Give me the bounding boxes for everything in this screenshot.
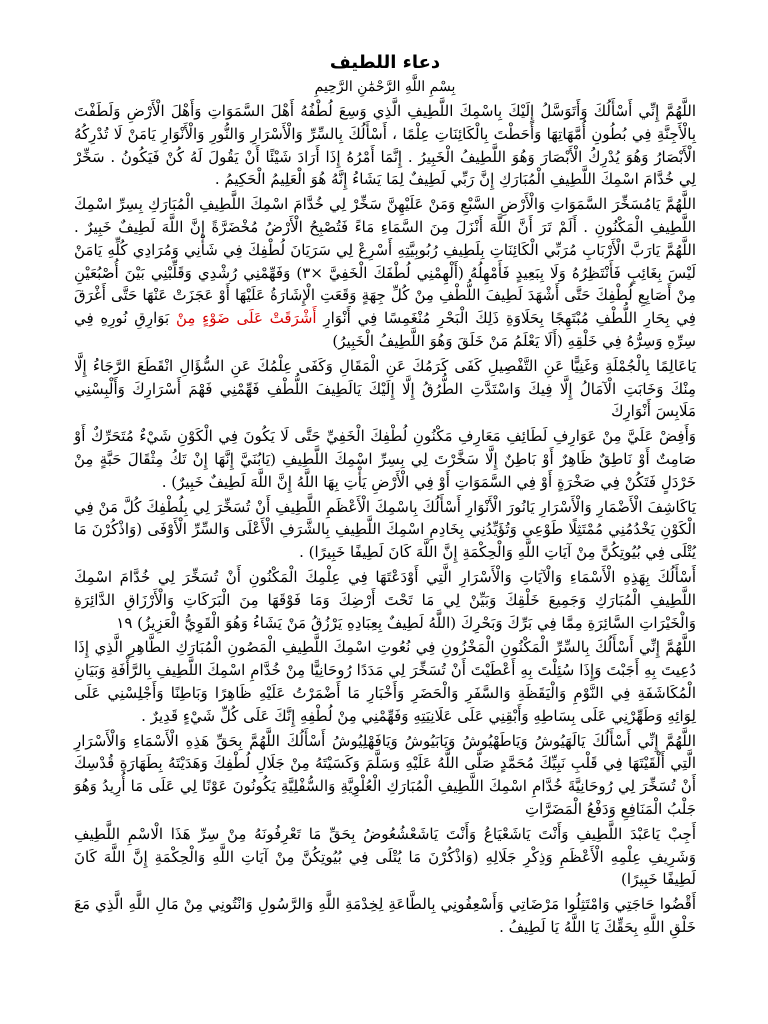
paragraph-text-tail: بَوَارِقِ نُورِهِ فِي سِرِّهِ وَسِرُّهُ فِي خَلْقِهِ (أَلَا يَعْلَمُ مَنْ خَلَقَ وَهُوَ اللَّطِيفُ الْخَبِيرُ)	[74, 309, 696, 350]
highlighted-text: أَشْرَقَتْ عَلَى ضَوْءٍ مِنْ	[175, 309, 317, 328]
paragraph-text: يَاكَاشِفَ الْأَضْمَارِ وَالْأَسْرَارِ يَانُورَ الْأَنْوَارِ أَسْأَلُكَ بِاسْمِكَ الْأَعْظَمِ اللَّطِيفِ أَنْ تُسَخِّرَ لِي بِلُطْفِكَ كُلَّ مَنْ فِي الْكَوْنِ يَخْدُمُنِي مُمْتَثِلًا طَوْعِي وَتُؤَيِّدُنِي بِخَادِمِ اسْمِكَ اللَّطِيفِ بِالشَّرَفِ الْأَعْلَى وَالسِّرِّ الْأَوْفَى (وَاذْكُرْنَ مَا يُتْلَى فِي بُيُوتِكُنَّ مِنْ آيَاتِ اللَّهِ وَالْحِكْمَةِ إِنَّ اللَّهَ كَانَ لَطِيفًا خَبِيرًا) .	[74, 497, 696, 562]
paragraph	[74, 355, 696, 423]
paragraph-text: اللَّهُمَّ إِنِّي أَسْأَلُكَ وَأَتَوَسَّلُ إِلَيْكَ بِاسْمِكَ اللَّطِيفِ الَّذِي وَسِعَ لُطْفُهُ أَهْلَ السَّمَوَاتِ وَأَهْلَ الْأَرْضِ وَلَطَفْتَ بِالْأَجِنَّةِ فِي بُطُونِ أُمَّهَاتِهَا وَأَحَطْتَ بِالْكَائِنَاتِ عِلْمًا ، أَسْأَلُكَ بِالسِّرِّ وَالْأَسْرَارِ وَالنُّورِ وَالْأَنْوَارِ يَامَنْ لَا تُدْرِكُهُ الْأَبْصَارُ وَهُوَ يُدْرِكُ الْأَبْصَارَ وَهُوَ اللَّطِيفُ الْخَبِيرُ . إِنَّمَا أَمْرُهُ إِذَا أَرَادَ شَيْئًا أَنْ يَقُولَ لَهُ كُنْ فَيَكُونُ . سَخِّرْ لِي خُدَّامَ اسْمِكَ اللَّطِيفِ الْمُبَارَكِ إِنَّ رَبِّي لَطِيفٌ لِمَا يَشَاءُ إِنَّهُ هُوَ الْعَلِيمُ الْحَكِيمُ .	[74, 102, 696, 189]
basmala: بِسْمِ اللَّهِ الرَّحْمَٰنِ الرَّحِيمِ	[314, 79, 456, 95]
paragraph	[74, 730, 696, 821]
document-page	[74, 44, 696, 936]
paragraph	[74, 893, 696, 939]
paragraph-text: أَسْأَلُكَ بِهَذِهِ الْأَسْمَاءِ وَالْآيَاتِ وَالْأَسْرَارِ الَّتِي أَوْدَعْتَهَا فِي عِلْمِكَ الْمَكْنُونِ أَنْ تُسَخِّرَ لِي خُدَّامَ اسْمِكَ اللَّطِيفِ الْمُبَارَكِ وَجَمِيعَ خَلْقِكَ وَبَيِّنْ لِي مَا تَحْتَ أَرْضِكَ وَمَا فَوْقَهَا مِنَ الْبَرَكَاتِ وَالْأَرْزَاقِ الدَّائِرَةِ وَالْخَيْرَاتِ السَّائِرَةِ مِمَّا فِي بَرِّكَ وَبَحْرِكَ (اللَّهُ لَطِيفٌ بِعِبَادِهِ يَرْزُقُ مَنْ يَشَاءُ وَهُوَ الْقَوِيُّ الْعَزِيزُ) ١٩	[74, 567, 696, 632]
paragraph-text: أَقْضُوا حَاجَتِي وَامْتَثِلُوا مَرْضَاتِي وَأَسْعِفُونِي بِالطَّاعَةِ لِخِدْمَةِ اللَّهِ وَالرَّسُولِ وَانْتُونِي مِنْ مَالِ اللَّهِ الَّذِي مَعَ خَلْقِ اللَّهِ بِحَقِّكَ يَا اللَّهُ يَا لَطِيفُ .	[74, 895, 696, 936]
paragraph-text: اللَّهُمَّ يَامُسَخِّرَ السَّمَوَاتِ وَالْأَرْضِ السَّبْعِ وَمَنْ عَلَيْهِنَّ سَخِّرْ لِي خُدَّامَ اسْمِكَ اللَّطِيفِ الْمُبَارَكِ بِسِرِّ اسْمِكَ اللَّطِيفِ الْمَكْنُونِ . أَلَمْ تَرَ أَنَّ اللَّهَ أَنْزَلَ مِنَ السَّمَاءِ مَاءً فَتُصْبِحُ الْأَرْضُ مُخْضَرَّةً إِنَّ اللَّهَ لَطِيفٌ خَبِيرٌ . اللَّهُمَّ يَارَبَّ الْأَرْبَابِ مُرَبِّي الْكَائِنَاتِ بِلَطِيفِ رُبُوبِيَّتِهِ أَسْرِعْ لِي سَرَيَانَ لُطْفِكَ فِي شَأْنِي وَمُرَادِي كُلِّهِ يَامَنْ لَيْسَ بِغَائِبٍ فَأَنْتَظِرُهُ وَلَا بِبَعِيدٍ فَأَمْهِلُهُ (أَلْهِمْنِي لُطْفَكَ الْخَفِيَّ ×٣) وَفَهِّمْنِي رُشْدِي وَقَلِّبْنِي بَيْنَ أُصْبُعَيْنِ مِنْ أَصَابِعِ لُطْفِكَ حَتَّى أَشْهَدَ لَطِيفَ اللُّطْفِ مِنْ كُلِّ جِهَةٍ وَقَعَتِ الْإِشَارَةُ عَلَيْهَا أَوْ عَجَزَتْ عَنْهَا حَتَّى أَغْرَقَ فِي بِحَارِ اللُّطْفِ مُبْتَهِجًا بِحَلَاوَةِ ذَلِكَ الْبَحْرِ مُنْغَمِسًا فِي أَنْوَارِ	[74, 195, 696, 328]
paragraph-text: أَجِبْ يَاعَبْدَ اللَّطِيفِ وَأَنْتَ يَاشَعْيَاعُ وَأَنْتَ يَاشَعْشُعُوضُ بِحَقِّ مَا تَعْرِفُونَهُ مِنْ سِرِّ هَذَا الْاسْمِ اللَّطِيفِ وَشَرِيفِ عِلْمِهِ الْأَعْظَمِ وَذِكْرِ جَلَالِهِ (وَاذْكُرْنَ مَا يُتْلَى فِي بُيُوتِكُنَّ مِنْ آيَاتِ اللَّهِ وَالْحِكْمَةِ إِنَّ اللَّهَ كَانَ لَطِيفًا خَبِيرًا)	[74, 824, 696, 889]
paragraph-text: اللَّهُمَّ إِنِّي أَسْأَلُكَ يَالَهَيُوشُ وَيَاطَهْيُوشُ وَيَابَيُوشُ وَيَافَهْلِيُوشُ أَسْأَلُكَ اللَّهُمَّ بِحَقِّ هَذِهِ الْأَسْمَاءِ وَالْأَسْرَارِ الَّتِي أَلْقَيْتَهَا فِي قَلْبِ نَبِيِّكَ مُحَمَّدٍ صَلَّى اللَّهُ عَلَيْهِ وَسَلَّمَ وَكَسَيْتَهُ مِنْ جَلَالِ لُطْفِكَ وَهَدَيْتَهُ بِطَهَارَةِ قُدْسِكَ أَنْ تُسَخِّرَ لِي رُوحَانِيَّةَ خُدَّامِ اسْمِكَ اللَّطِيفِ الْمُبَارَكِ الْعُلْوِيَّةِ وَالسُّفْلِيَّةِ يَكُونُونَ عَوْنًا لِي عَلَى مَا أُرِيدُ وَهُوَ جَلْبُ الْمَنَافِعِ وَدَفْعُ الْمَضَرَّاتِ	[74, 731, 696, 818]
paragraph	[74, 823, 696, 891]
paragraph	[74, 566, 696, 634]
paragraph-text: يَاعَالِمًا بِالْجُمْلَةِ وَغَنِيًّا عَنِ التَّفْصِيلِ كَفَى كَرَمُكَ عَنِ الْمَقَالِ وَكَفَى عِلْمُكَ عَنِ السُّؤَالِ انْقَطَعَ الرَّجَاءُ إِلَّا مِنْكَ وَخَابَتِ الْآمَالُ إِلَّا فِيكَ وَاسْتَدَّتِ الطُّرُقُ إِلَّا إِلَيْكَ يَالَطِيفَ اللُّطْفِ فَهِّمْنِي فَهْمَ أَسْرَارِكَ وَأَلْبِسْنِي مَلَابِسَ أَنْوَارِكَ	[74, 356, 696, 421]
document-title: دعاء اللطيف	[329, 52, 441, 73]
paragraph	[74, 496, 696, 564]
paragraph	[74, 425, 696, 493]
paragraph	[74, 100, 696, 191]
paragraph	[74, 193, 696, 353]
paragraph-text: اللَّهُمَّ إِنِّي أَسْأَلُكَ بِالسِّرِّ الْمَكْنُونِ الْمَخْزُونِ فِي نُعُوتِ اسْمِكَ اللَّطِيفِ الْمَصُونِ الْمُبَارَكِ الطَّاهِرِ الَّذِي إِذَا دُعِيتَ بِهِ أَجَبْتَ وَإِذَا سُئِلْتَ بِهِ أَعْطَيْتَ أَنْ تُسَخِّرَ لِي مَدَدًا رُوحَانِيًّا مِنْ خُدَّامِ اسْمِكَ اللَّطِيفِ بِالرَّأْفَةِ وَبَيَانِ الْمُكَاشَفَةِ فِي النَّوْمِ وَالْيَقَظَةِ وَالسَّفَرِ وَالْحَضَرِ وَأَخْبَارِ مَا أَضْمَرْتُ عَلَيْهِ ظَاهِرًا وَبَاطِنًا وَأَجْلِسْنِي عَلَى لِوَائِهِ وَطَهِّرْنِي عَلَى بِسَاطِهِ وَأَبْقِنِي عَلَى عَلَانِيَتِهِ وَفَهِّمْنِي مِنْ لُطْفِهِ إِنَّكَ عَلَى كُلِّ شَيْءٍ قَدِيرٌ .	[74, 638, 696, 725]
paragraph-text: وَأَفِضْ عَلَيَّ مِنْ عَوَارِفِ لَطَائِفِ مَعَارِفِ مَكْنُونِ لُطْفِكَ الْخَفِيِّ حَتَّى لَا يَكُونَ فِي الْكَوْنِ شَيْءٌ مُتَحَرِّكٌ أَوْ صَامِتٌ أَوْ نَاطِقٌ ظَاهِرٌ أَوْ بَاطِنٌ إِلَّا سَخَّرْتَ لِي بِسِرِّ اسْمِكَ اللَّطِيفِ (يَابُنَيَّ إِنَّهَا إِنْ تَكُ مِثْقَالَ حَبَّةٍ مِنْ خَرْدَلٍ فَتَكُنْ فِي صَخْرَةٍ أَوْ فِي السَّمَوَاتِ أَوْ فِي الْأَرْضِ يَأْتِ بِهَا اللَّهُ إِنَّ اللَّهَ لَطِيفٌ خَبِيرٌ) .	[74, 427, 696, 491]
paragraph	[74, 636, 696, 727]
